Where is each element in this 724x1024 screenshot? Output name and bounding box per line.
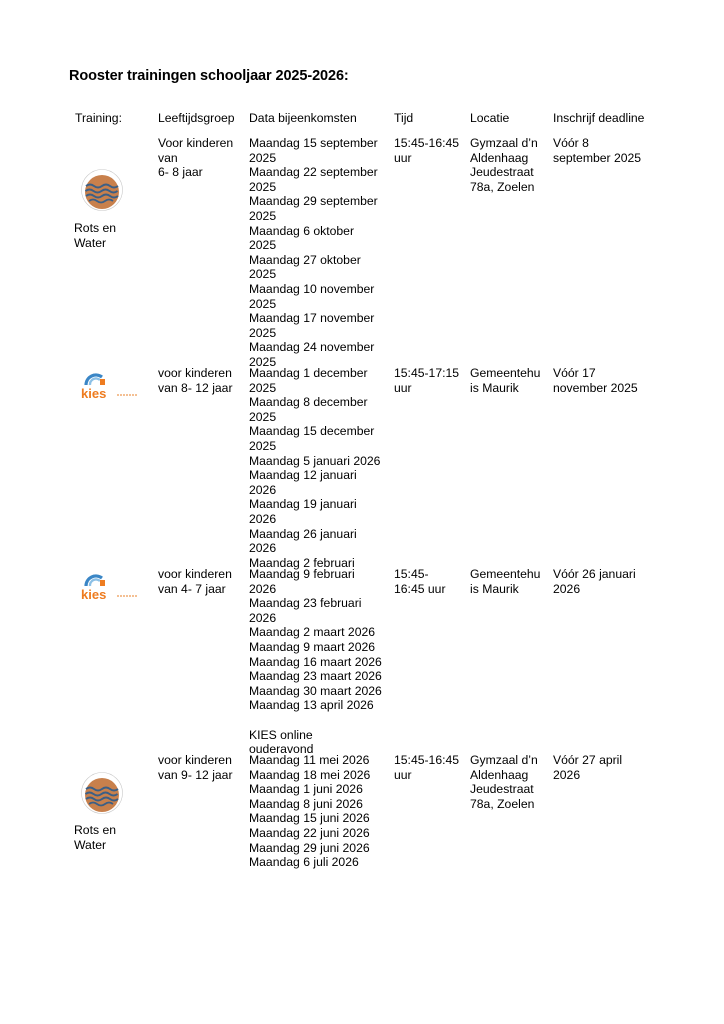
header-leeftijdsgroep: Leeftijdsgroep: [158, 111, 235, 125]
locatie-cell: Gymzaal d’n Aldenhaag Jeudestraat 78a, Zoelen: [470, 136, 538, 194]
tijd-cell: 15:45- 16:45 uur: [394, 567, 446, 596]
locatie-cell: Gemeentehu is Maurik: [470, 567, 541, 596]
table-row: [0, 753, 724, 873]
deadline-cell: Vóór 17 november 2025: [553, 366, 638, 395]
kies-logo: [80, 569, 142, 608]
locatie-cell: Gymzaal d’n Aldenhaag Jeudestraat 78a, Zoelen: [470, 753, 538, 811]
tijd-cell: 15:45-16:45 uur: [394, 753, 460, 782]
kies-logo: [80, 368, 142, 407]
header-locatie: Locatie: [470, 111, 510, 125]
data-bijeenkomsten-cell: Maandag 15 september 2025 Maandag 22 september 2025 Maandag 29 september 2025 Maandag 6 oktober 2025 Maandag 27 oktober 2025 Maandag 10 november 2025 Maandag 17 november 2025 Maandag 24 november 2025: [249, 136, 378, 369]
deadline-cell: Vóór 26 januari 2026: [553, 567, 636, 596]
deadline-cell: Vóór 8 september 2025: [553, 136, 642, 165]
leeftijdsgroep-cell: Voor kinderen van 6- 8 jaar: [158, 136, 234, 180]
tijd-cell: 15:45-16:45 uur: [394, 136, 460, 165]
leeftijdsgroep-cell: voor kinderen van 8- 12 jaar: [158, 366, 233, 395]
table-row: [0, 136, 724, 369]
header-inschrijf-deadline: Inschrijf deadline: [553, 111, 645, 125]
table-row: [0, 366, 724, 570]
locatie-cell: Gemeentehu is Maurik: [470, 366, 541, 395]
leeftijdsgroep-cell: voor kinderen van 4- 7 jaar: [158, 567, 232, 596]
data-bijeenkomsten-cell: Maandag 11 mei 2026 Maandag 18 mei 2026 Maandag 1 juni 2026 Maandag 8 juni 2026 Maandag 15 juni 2026 Maandag 22 juni 2026 Maandag 29 juni 2026 Maandag 6 juli 2026: [249, 753, 371, 870]
data-bijeenkomsten-cell: Maandag 1 december 2025 Maandag 8 december 2025 Maandag 15 december 2025 Maandag 5 januari 2026 Maandag 12 januari 2026 Maandag 19 januari 2026 Maandag 26 januari 2026 Maandag 2 februari: [249, 366, 381, 570]
deadline-cell: Vóór 27 april 2026: [553, 753, 623, 782]
rots-en-water-logo: [81, 166, 123, 219]
rots-en-water-logo: [81, 769, 123, 822]
header-training: Training:: [75, 111, 122, 125]
leeftijdsgroep-cell: voor kinderen van 9- 12 jaar: [158, 753, 233, 782]
page-title: Rooster trainingen schooljaar 2025-2026:: [69, 68, 349, 84]
tijd-cell: 15:45-17:15 uur: [394, 366, 460, 395]
training-label: Rots en Water: [74, 823, 117, 852]
kies-wordmark: kies: [81, 386, 107, 401]
table-row: [0, 567, 724, 757]
data-bijeenkomsten-cell: Maandag 9 februari 2026 Maandag 23 februari 2026 Maandag 2 maart 2026 Maandag 9 maart 2026 Maandag 16 maart 2026 Maandag 23 maart 2026 Maandag 30 maart 2026 Maandag 13 april 2026 KIES online ouderavond: [249, 567, 382, 757]
training-label: Rots en Water: [74, 221, 117, 250]
header-data-bijeenkomsten: Data bijeenkomsten: [249, 111, 357, 125]
header-tijd: Tijd: [394, 111, 414, 125]
kies-wordmark: kies: [81, 587, 107, 602]
